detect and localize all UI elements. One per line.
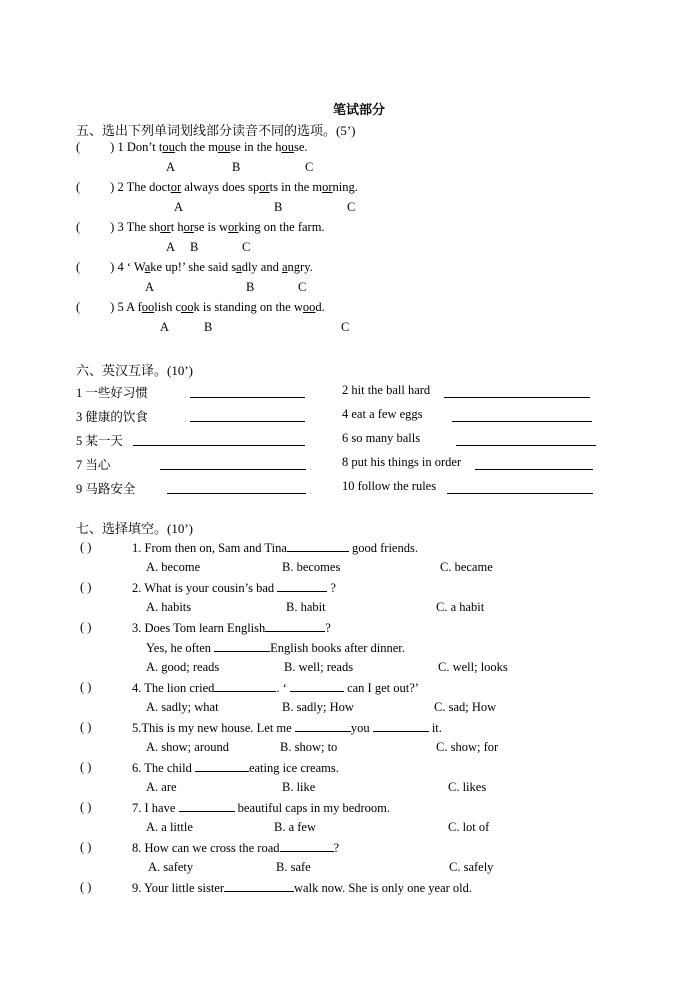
underlined-part: or	[183, 220, 194, 234]
answer-line	[452, 410, 592, 422]
answer-blank	[277, 580, 327, 592]
question-text	[132, 880, 472, 896]
question-row	[76, 260, 313, 275]
answer-paren: (	[76, 140, 81, 154]
answer-line	[475, 458, 593, 470]
question-text: lish c	[154, 300, 182, 314]
question-segment: beautiful caps in my bedroom.	[234, 801, 391, 815]
question-text: se in the h	[230, 140, 282, 154]
question-text	[132, 800, 390, 816]
answer-paren: ( )	[80, 880, 92, 894]
option-letter: C	[341, 320, 350, 334]
option-choice: A. safety	[148, 860, 194, 874]
option-choice: A. are	[146, 780, 177, 794]
option-choice: B. becomes	[282, 560, 341, 574]
answer-blank	[287, 540, 349, 552]
question-text	[132, 720, 442, 736]
question-row	[76, 180, 358, 195]
answer-paren: (	[76, 260, 81, 274]
question-text	[132, 540, 418, 556]
answer-line	[133, 434, 305, 446]
translation-item: 7 当心	[76, 458, 111, 472]
translation-item: 3 健康的饮食	[76, 410, 148, 424]
underlined-part: or	[160, 220, 171, 234]
option-letter: B	[246, 280, 255, 294]
answer-paren: ( )	[80, 720, 92, 734]
option-letter: C	[298, 280, 307, 294]
answer-line	[190, 386, 305, 398]
answer-blank	[373, 720, 429, 732]
option-letter: B	[190, 240, 199, 254]
option-letter: C	[242, 240, 251, 254]
question-segment: it.	[428, 721, 442, 735]
question-text: k is standing on the w	[193, 300, 303, 314]
underlined-part: or	[228, 220, 239, 234]
section-5-heading: 五、选出下列单词划线部分读音不同的选项。(5’)	[76, 123, 356, 138]
underlined-part: oo	[141, 300, 155, 314]
question-row	[76, 140, 308, 155]
underlined-part: ou	[162, 140, 175, 154]
answer-blank	[214, 640, 270, 652]
question-text: ) 5 A f	[110, 300, 142, 314]
answer-line	[160, 458, 306, 470]
question-segment: 8. How can we cross the road	[132, 841, 280, 855]
underlined-part: oo	[302, 300, 316, 314]
question-row	[76, 300, 325, 315]
option-choice: B. sadly; How	[282, 700, 354, 714]
question-text: dly and	[241, 260, 282, 274]
translation-item: 2 hit the ball hard	[342, 383, 431, 397]
translation-item: 9 马路安全	[76, 482, 136, 496]
option-choice: B. a few	[274, 820, 316, 834]
answer-blank	[280, 840, 334, 852]
option-letter: A	[166, 160, 176, 174]
question-text: ) 1 Don’t t	[110, 140, 163, 154]
question-segment: good friends.	[348, 541, 418, 555]
question-segment: . ‘	[276, 681, 290, 695]
question-text: se is w	[194, 220, 229, 234]
answer-paren: (	[76, 220, 81, 234]
underlined-part: or	[170, 180, 182, 194]
question-text	[132, 580, 336, 596]
answer-paren: ( )	[80, 540, 92, 554]
answer-blank	[179, 800, 235, 812]
question-text	[132, 680, 419, 696]
question-text	[146, 640, 405, 656]
option-letter: A	[174, 200, 184, 214]
option-choice: A. habits	[146, 600, 192, 614]
translation-item: 10 follow the rules	[342, 479, 437, 493]
question-text: ning.	[332, 180, 358, 194]
answer-blank	[195, 760, 249, 772]
underlined-part: or	[259, 180, 270, 194]
underlined-part: ou	[281, 140, 294, 154]
underlined-part: a	[281, 260, 288, 274]
underlined-part: oo	[181, 300, 194, 314]
answer-line	[444, 386, 590, 398]
option-choice: C. a habit	[436, 600, 485, 614]
option-letter: A	[166, 240, 176, 254]
question-segment: ?	[325, 621, 331, 635]
answer-blank	[295, 720, 351, 732]
question-text	[132, 620, 331, 636]
answer-paren: (	[76, 300, 81, 314]
question-text: ch the m	[174, 140, 218, 154]
option-choice: C. sad; How	[434, 700, 497, 714]
question-text: ) 3 The sh	[110, 220, 161, 234]
answer-line	[167, 482, 306, 494]
option-choice: B. habit	[286, 600, 326, 614]
question-text	[132, 760, 339, 776]
option-choice: A. show; around	[146, 740, 229, 754]
option-choice: A. become	[146, 560, 201, 574]
translation-item: 6 so many balls	[342, 431, 421, 445]
answer-paren: ( )	[80, 680, 92, 694]
answer-paren: ( )	[80, 580, 92, 594]
question-text: t h	[170, 220, 184, 234]
answer-paren: ( )	[80, 760, 92, 774]
answer-paren: ( )	[80, 840, 92, 854]
question-segment: eating ice creams.	[248, 761, 339, 775]
question-text: ngry.	[287, 260, 313, 274]
page-title: 笔试部分	[333, 102, 386, 117]
translation-item: 1 一些好习惯	[76, 386, 148, 400]
option-choice: A. sadly; what	[146, 700, 219, 714]
question-text: ) 4 ‘ W	[110, 260, 145, 274]
option-letter: C	[347, 200, 356, 214]
option-choice: B. safe	[276, 860, 311, 874]
option-letter: B	[204, 320, 213, 334]
question-row	[76, 220, 325, 235]
question-segment: 2. What is your cousin’s bad	[132, 581, 278, 595]
option-letter: B	[274, 200, 283, 214]
question-text: d.	[315, 300, 325, 314]
option-choice: B. show; to	[280, 740, 338, 754]
question-text: king on the farm.	[238, 220, 325, 234]
question-segment: English books after dinner.	[270, 641, 405, 655]
answer-paren: ( )	[80, 620, 92, 634]
question-text: ts in the m	[269, 180, 323, 194]
underlined-part: or	[322, 180, 333, 194]
answer-blank	[265, 620, 325, 632]
question-segment: 4. The lion cried	[132, 681, 215, 695]
answer-blank	[224, 880, 294, 892]
option-choice: B. like	[282, 780, 316, 794]
question-text: always does sp	[181, 180, 260, 194]
question-text: ) 2 The doct	[110, 180, 171, 194]
underlined-part: a	[144, 260, 151, 274]
question-segment: 1. From then on, Sam and Tina	[132, 541, 287, 555]
translation-item: 4 eat a few eggs	[342, 407, 423, 421]
section-7-heading: 七、选择填空。(10’)	[76, 521, 193, 536]
answer-line	[456, 434, 596, 446]
question-segment: Yes, he often	[146, 641, 215, 655]
option-letter: A	[145, 280, 155, 294]
option-choice: B. well; reads	[284, 660, 354, 674]
option-letter: A	[160, 320, 170, 334]
option-choice: C. show; for	[436, 740, 499, 754]
question-text: se.	[293, 140, 308, 154]
option-letter: C	[305, 160, 314, 174]
option-choice: C. lot of	[448, 820, 490, 834]
option-letter: B	[232, 160, 241, 174]
question-segment: 7. I have	[132, 801, 179, 815]
question-text	[132, 840, 339, 856]
translation-item: 8 put his things in order	[342, 455, 462, 469]
answer-blank	[290, 680, 344, 692]
option-choice: C. safely	[449, 860, 494, 874]
answer-blank	[214, 680, 276, 692]
question-segment: 9. Your little sister	[132, 881, 225, 895]
underlined-part: a	[236, 260, 242, 274]
option-choice: A. a little	[146, 820, 193, 834]
translation-item: 5 某一天	[76, 434, 123, 448]
question-text: ke up!’ she said s	[150, 260, 237, 274]
option-choice: C. well; looks	[438, 660, 508, 674]
answer-line	[190, 410, 305, 422]
answer-paren: (	[76, 180, 81, 194]
question-segment: 6. The child	[132, 761, 195, 775]
answer-paren: ( )	[80, 800, 92, 814]
underlined-part: ou	[217, 140, 231, 154]
question-segment: can I get out?’	[343, 681, 419, 695]
option-choice: C. became	[440, 560, 493, 574]
question-segment: 5.This is my new house. Let me	[132, 721, 295, 735]
question-segment: 3. Does Tom learn English	[132, 621, 266, 635]
section-6-heading: 六、英汉互译。(10’)	[76, 363, 193, 378]
option-choice: A. good; reads	[146, 660, 220, 674]
option-choice: C. likes	[448, 780, 487, 794]
answer-line	[447, 482, 593, 494]
question-segment: you	[350, 721, 373, 735]
question-segment: ?	[333, 841, 340, 855]
question-segment: walk now. She is only one year old.	[294, 881, 473, 895]
question-segment: ?	[327, 581, 336, 595]
